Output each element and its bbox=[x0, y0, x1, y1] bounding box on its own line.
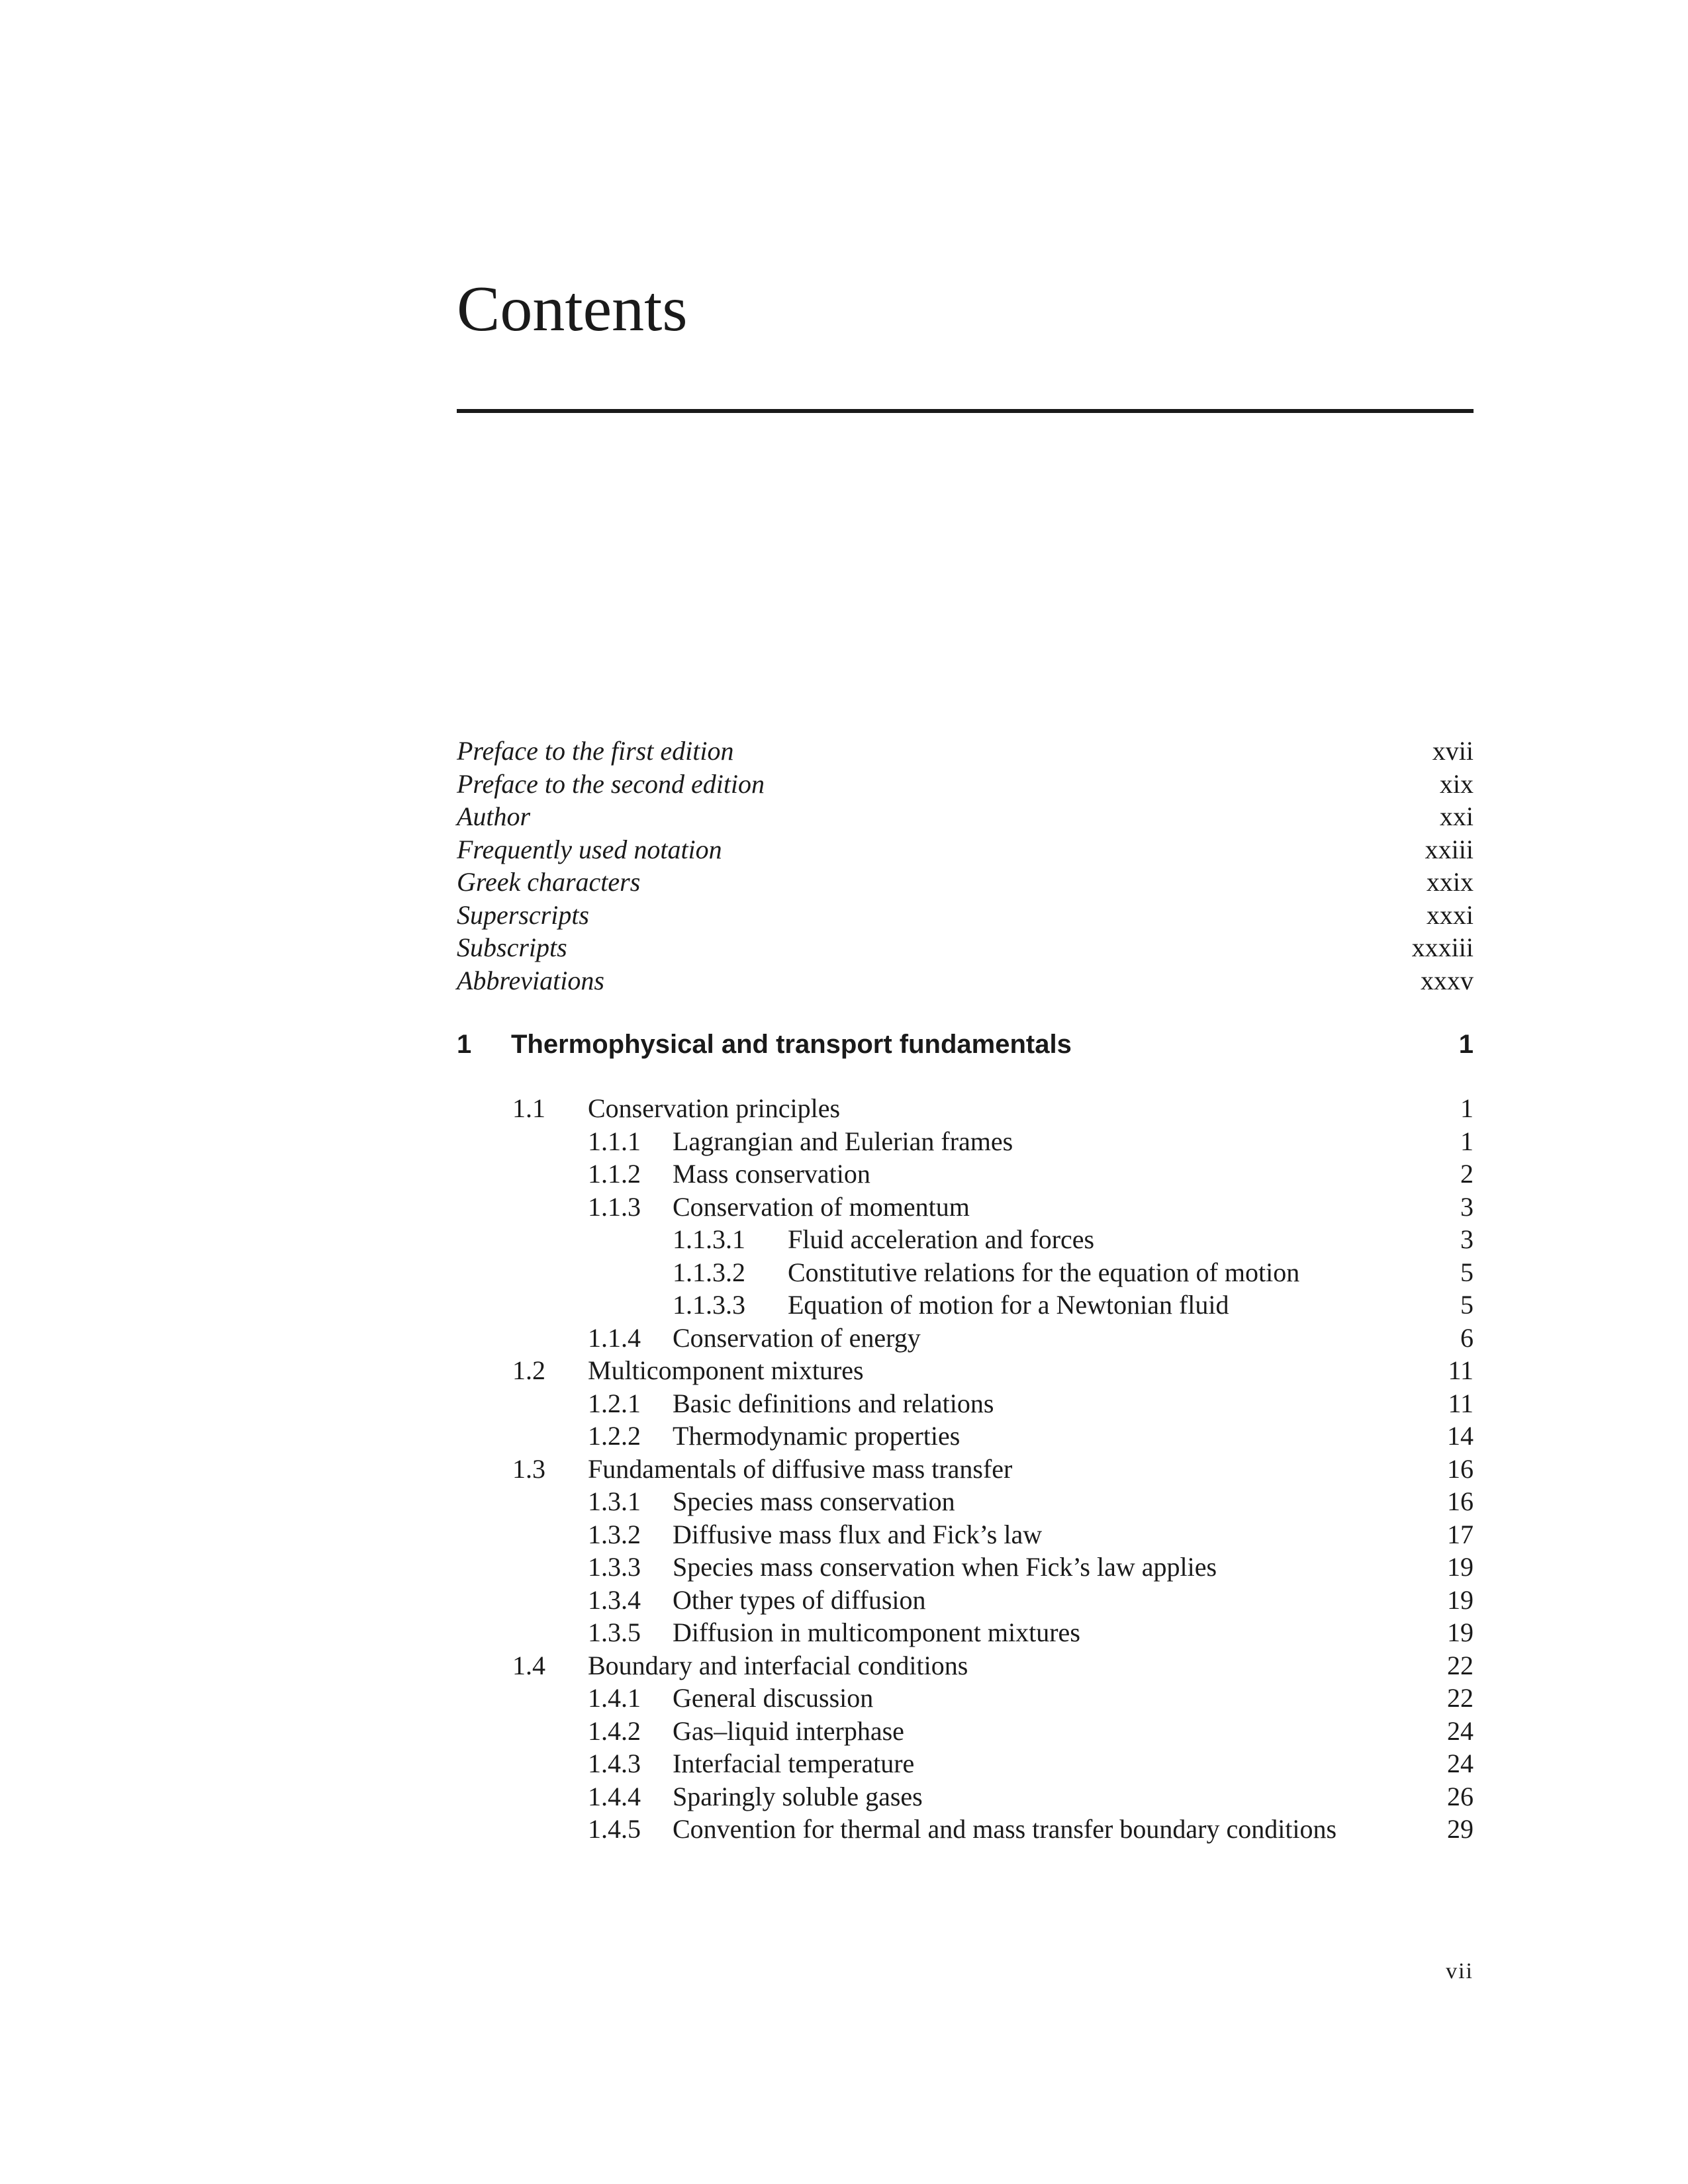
toc-entry-page: 5 bbox=[1460, 1257, 1474, 1287]
toc-front-entry bbox=[457, 899, 1474, 932]
toc-entry-page: 16 bbox=[1447, 1453, 1474, 1484]
toc-entry-title: Preface to the first edition bbox=[457, 736, 734, 766]
toc-subsection-entry bbox=[457, 1682, 1474, 1715]
toc-entry-title: Mass conservation bbox=[673, 1159, 870, 1189]
table-of-contents bbox=[457, 735, 1474, 1846]
toc-entry-number: 1.4.4 bbox=[588, 1781, 641, 1811]
toc-entry-number: 1.1.3 bbox=[588, 1191, 641, 1222]
toc-entry-number: 1.1.2 bbox=[588, 1159, 641, 1189]
toc-front-entry bbox=[457, 768, 1474, 801]
toc-entry-title: Diffusive mass flux and Fick’s law bbox=[673, 1519, 1043, 1549]
toc-entry-title: Superscripts bbox=[457, 899, 589, 930]
toc-entry-number: 1.4 bbox=[512, 1650, 545, 1680]
toc-entry-number: 1.4.3 bbox=[588, 1749, 641, 1778]
toc-subsection-entry bbox=[457, 1747, 1474, 1780]
toc-entry-page: xxxv bbox=[1421, 965, 1474, 995]
toc-front-entry bbox=[457, 866, 1474, 899]
toc-entry-title: Other types of diffusion bbox=[673, 1584, 926, 1615]
toc-subsection-entry bbox=[457, 1191, 1474, 1224]
toc-entry-number: 1.3.2 bbox=[588, 1519, 641, 1549]
toc-entry-title: Conservation principles bbox=[588, 1093, 841, 1123]
toc-entry-page: 16 bbox=[1447, 1486, 1474, 1516]
toc-front-entry bbox=[457, 964, 1474, 997]
toc-entry-number: 1.1.1 bbox=[588, 1126, 641, 1156]
toc-subsubsection-entry bbox=[457, 1289, 1474, 1322]
toc-entry-page: 24 bbox=[1447, 1749, 1474, 1778]
toc-entry-number: 1.1.4 bbox=[588, 1322, 641, 1353]
toc-entry-title: Sparingly soluble gases bbox=[673, 1781, 923, 1811]
title-rule bbox=[457, 409, 1474, 413]
toc-front-entry bbox=[457, 931, 1474, 964]
toc-subsection-entry bbox=[457, 1715, 1474, 1748]
toc-subsubsection-entry bbox=[457, 1256, 1474, 1289]
toc-subsection-entry bbox=[457, 1616, 1474, 1649]
toc-entry-title: Interfacial temperature bbox=[673, 1749, 915, 1778]
toc-entry-page: 6 bbox=[1460, 1322, 1474, 1353]
toc-entry-number: 1.4.5 bbox=[588, 1814, 641, 1844]
toc-front-entry bbox=[457, 735, 1474, 768]
toc-entry-title: Conservation of energy bbox=[673, 1322, 921, 1353]
toc-entry-title: Species mass conservation when Fick’s law applies bbox=[673, 1552, 1217, 1582]
toc-entry-title: Gas–liquid interphase bbox=[673, 1715, 904, 1746]
toc-entry-page: xxxiii bbox=[1411, 933, 1474, 962]
toc-subsection-entry bbox=[457, 1584, 1474, 1617]
toc-subsection-entry bbox=[457, 1158, 1474, 1191]
toc-section-entry bbox=[457, 1453, 1474, 1486]
toc-entry-page: 19 bbox=[1447, 1552, 1474, 1582]
toc-entry-title: Boundary and interfacial conditions bbox=[588, 1650, 968, 1680]
toc-entry-page: 2 bbox=[1460, 1159, 1474, 1189]
toc-entry-page: 3 bbox=[1460, 1191, 1474, 1222]
toc-entry-number: 1.3.4 bbox=[588, 1584, 641, 1615]
toc-entry-title: Constitutive relations for the equation of motion bbox=[788, 1257, 1300, 1287]
toc-entry-title: Author bbox=[457, 801, 531, 831]
toc-entry-page: 29 bbox=[1447, 1814, 1474, 1844]
toc-entry-page: 24 bbox=[1447, 1715, 1474, 1746]
toc-entry-title: Fundamentals of diffusive mass transfer bbox=[588, 1453, 1013, 1484]
toc-entry-page: 19 bbox=[1447, 1617, 1474, 1647]
toc-subsection-entry bbox=[457, 1125, 1474, 1158]
toc-section-entry bbox=[457, 1649, 1474, 1682]
toc-entry-page: 17 bbox=[1447, 1519, 1474, 1549]
toc-entry-page: 5 bbox=[1460, 1290, 1474, 1320]
toc-subsection-entry bbox=[457, 1322, 1474, 1355]
toc-front-entry bbox=[457, 800, 1474, 833]
toc-entry-page: xvii bbox=[1432, 736, 1474, 766]
toc-entry-number: 1.1.3.3 bbox=[673, 1290, 745, 1320]
toc-entry-number: 1.3.5 bbox=[588, 1617, 641, 1647]
toc-subsection-entry bbox=[457, 1518, 1474, 1551]
toc-entry-title: Diffusion in multicomponent mixtures bbox=[673, 1617, 1080, 1647]
toc-entry-title: Species mass conservation bbox=[673, 1486, 955, 1516]
toc-entry-title: Preface to the second edition bbox=[457, 768, 765, 799]
toc-entry-page: 1 bbox=[1460, 1093, 1474, 1123]
toc-entry-title: Equation of motion for a Newtonian fluid bbox=[788, 1290, 1229, 1320]
toc-entry-number: 1.3.3 bbox=[588, 1552, 641, 1582]
toc-entry-title: Basic definitions and relations bbox=[673, 1388, 994, 1418]
toc-entry-title: Greek characters bbox=[457, 867, 641, 897]
toc-entry-number: 1.1.3.1 bbox=[673, 1224, 745, 1254]
toc-entry-page: xxix bbox=[1426, 867, 1474, 897]
toc-entry-title: Fluid acceleration and forces bbox=[788, 1224, 1095, 1254]
toc-entry-title: Thermodynamic properties bbox=[673, 1421, 961, 1451]
toc-entry-page: xix bbox=[1439, 768, 1474, 799]
toc-subsection-entry bbox=[457, 1485, 1474, 1518]
toc-subsection-entry bbox=[457, 1420, 1474, 1453]
toc-entry-number: 1.4.2 bbox=[588, 1715, 641, 1746]
toc-subsection-entry bbox=[457, 1551, 1474, 1584]
toc-entry-page: xxi bbox=[1439, 801, 1474, 831]
toc-subsection-entry bbox=[457, 1813, 1474, 1846]
toc-subsubsection-entry bbox=[457, 1223, 1474, 1256]
toc-entry-page: 14 bbox=[1447, 1421, 1474, 1451]
toc-entry-title: Subscripts bbox=[457, 933, 567, 962]
toc-entry-title: Lagrangian and Eulerian frames bbox=[673, 1126, 1013, 1156]
toc-entry-title: General discussion bbox=[673, 1683, 874, 1713]
toc-subsection-entry bbox=[457, 1780, 1474, 1813]
toc-entry-number: 1.3.1 bbox=[588, 1486, 641, 1516]
toc-entry-page: 11 bbox=[1448, 1355, 1474, 1385]
toc-section-entry bbox=[457, 1354, 1474, 1387]
chapter-title: Thermophysical and transport fundamentals bbox=[511, 1030, 1072, 1059]
toc-entry-page: 19 bbox=[1447, 1584, 1474, 1615]
chapter-page: 1 bbox=[1458, 1030, 1474, 1059]
toc-entry-page: 3 bbox=[1460, 1224, 1474, 1254]
page-title: Contents bbox=[457, 273, 688, 345]
toc-entry-page: 11 bbox=[1448, 1388, 1474, 1418]
toc-entry-number: 1.4.1 bbox=[588, 1683, 641, 1713]
toc-subsection-entry bbox=[457, 1387, 1474, 1420]
toc-entry-page: 22 bbox=[1447, 1683, 1474, 1713]
toc-entry-page: xxxi bbox=[1426, 899, 1474, 930]
page-number: vii bbox=[1446, 1959, 1474, 1983]
toc-entry-number: 1.2.1 bbox=[588, 1388, 641, 1418]
toc-entry-title: Conservation of momentum bbox=[673, 1191, 970, 1222]
toc-entry-page: 26 bbox=[1447, 1781, 1474, 1811]
toc-entry-title: Convention for thermal and mass transfer boundary conditions bbox=[673, 1814, 1337, 1844]
toc-entry-page: 22 bbox=[1447, 1650, 1474, 1680]
toc-front-entry bbox=[457, 833, 1474, 866]
toc-chapter-heading bbox=[457, 1028, 1474, 1061]
toc-entry-number: 1.1 bbox=[512, 1093, 545, 1123]
toc-section-entry bbox=[457, 1092, 1474, 1125]
chapter-number: 1 bbox=[457, 1030, 472, 1059]
toc-entry-number: 1.2.2 bbox=[588, 1421, 641, 1451]
toc-entry-title: Multicomponent mixtures bbox=[588, 1355, 864, 1385]
toc-entry-title: Frequently used notation bbox=[457, 834, 722, 864]
toc-entry-number: 1.2 bbox=[512, 1355, 545, 1385]
toc-entry-page: xxiii bbox=[1425, 834, 1474, 864]
toc-entry-title: Abbreviations bbox=[457, 965, 604, 995]
toc-entry-page: 1 bbox=[1460, 1126, 1474, 1156]
toc-entry-number: 1.3 bbox=[512, 1453, 545, 1484]
toc-entry-number: 1.1.3.2 bbox=[673, 1257, 745, 1287]
